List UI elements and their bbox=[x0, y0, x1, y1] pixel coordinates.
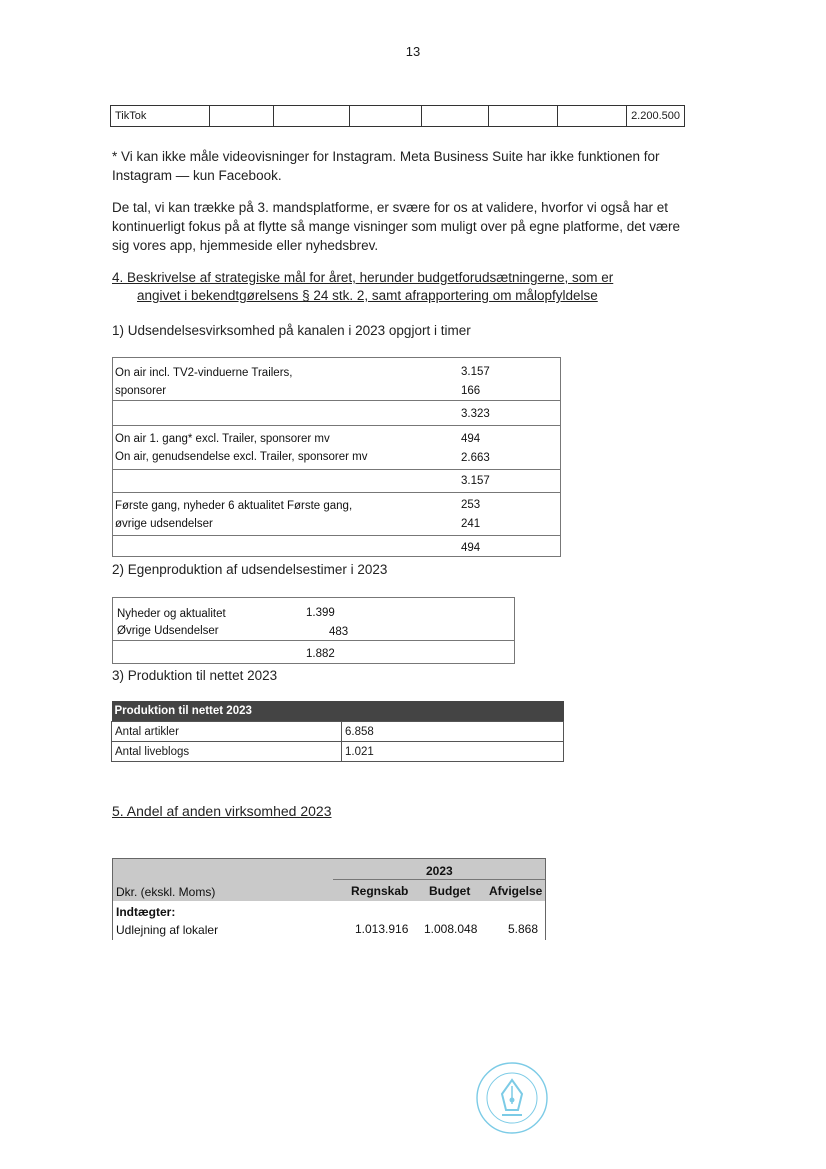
divider bbox=[113, 492, 560, 493]
table-cell: 1.008.048 bbox=[424, 922, 478, 936]
table-cell: 3.157 bbox=[461, 475, 490, 487]
table-cell: 483 bbox=[329, 626, 349, 638]
table-header: Produktion til nettet 2023 bbox=[112, 701, 564, 722]
table-cell: øvrige udsendelser bbox=[115, 518, 213, 530]
table-cell: Antal artikler bbox=[112, 722, 342, 742]
other-activity-table bbox=[112, 858, 546, 940]
column-header: Dkr. (ekskl. Moms) bbox=[116, 885, 216, 899]
column-header: Regnskab bbox=[351, 884, 409, 898]
table-cell: 166 bbox=[461, 385, 481, 397]
section5-heading: 5. Andel af anden virksomhed 2023 bbox=[112, 803, 332, 819]
tiktok-table bbox=[110, 105, 685, 127]
divider bbox=[113, 535, 560, 536]
group-label: Indtægter: bbox=[116, 905, 176, 919]
platform-paragraph: De tal, vi kan trække på 3. mandsplatforme, er svære for os at validere, hvorfor vi også har et kontinuerligt fokus på at flytte så mange visninger som muligt over på egne platforme, det være sig vores app, hjemmeside eller nyhedsbrev. bbox=[112, 200, 681, 253]
page-number: 13 bbox=[405, 44, 421, 59]
section4-heading-line2: angivet i bekendtgørelsens § 24 stk. 2, samt afrapportering om målopfyldelse bbox=[137, 288, 598, 303]
table-cell: 1.399 bbox=[306, 607, 335, 619]
table-cell: sponsorer bbox=[115, 385, 167, 397]
divider bbox=[113, 425, 560, 426]
divider bbox=[113, 400, 560, 401]
table-cell: 6.858 bbox=[342, 722, 564, 742]
table-cell: 241 bbox=[461, 518, 481, 530]
seal-stamp bbox=[474, 1060, 550, 1136]
table-cell: Antal liveblogs bbox=[112, 742, 342, 762]
table-cell: Udlejning af lokaler bbox=[116, 923, 219, 937]
footnote: * Vi kan ikke måle videovisninger for Instagram. Meta Business Suite har ikke funktionen for Instagram — kun Facebook. bbox=[112, 149, 660, 183]
table-cell: Øvrige Udsendelser bbox=[117, 625, 219, 637]
tiktok-label: TikTok bbox=[111, 106, 210, 127]
table-cell: 5.868 bbox=[508, 922, 539, 936]
table-cell: 494 bbox=[461, 433, 481, 445]
broadcast-hours-table bbox=[112, 357, 561, 557]
column-header: Afvigelse bbox=[489, 884, 543, 898]
table-cell: 494 bbox=[461, 542, 481, 554]
table-cell: 1.021 bbox=[342, 742, 564, 762]
subheading-broadcast-hours: 1) Udsendelsesvirksomhed på kanalen i 2023 opgjort i timer bbox=[112, 323, 471, 338]
table-cell: On air 1. gang* excl. Trailer, sponsorer mv bbox=[115, 433, 330, 445]
table-cell: On air incl. TV2-vinduerne Trailers, bbox=[115, 367, 293, 379]
table-cell: 1.882 bbox=[306, 648, 335, 660]
table-cell: 2.663 bbox=[461, 452, 490, 464]
divider bbox=[113, 469, 560, 470]
table-cell: 3.157 bbox=[461, 366, 490, 378]
net-production-table bbox=[111, 701, 564, 762]
column-header: Budget bbox=[429, 884, 471, 898]
year-label: 2023 bbox=[426, 864, 453, 878]
subheading-net-production: 3) Produktion til nettet 2023 bbox=[112, 668, 278, 683]
table-cell: Nyheder og aktualitet bbox=[117, 608, 226, 620]
table-cell: Første gang, nyheder 6 aktualitet Første gang, bbox=[115, 500, 353, 512]
table-cell: On air, genudsendelse excl. Trailer, sponsorer mv bbox=[115, 451, 368, 463]
tiktok-value: 2.200.500 bbox=[627, 106, 685, 127]
table-cell: 1.013.916 bbox=[355, 922, 409, 936]
divider bbox=[113, 640, 514, 641]
own-production-table bbox=[112, 597, 515, 664]
section4-heading-line1: 4. Beskrivelse af strategiske mål for året, herunder budgetforudsætningerne, som er bbox=[112, 270, 614, 285]
table-cell: 253 bbox=[461, 499, 481, 511]
subheading-own-production: 2) Egenproduktion af udsendelsestimer i 2023 bbox=[112, 562, 388, 577]
table-cell: 3.323 bbox=[461, 408, 490, 420]
